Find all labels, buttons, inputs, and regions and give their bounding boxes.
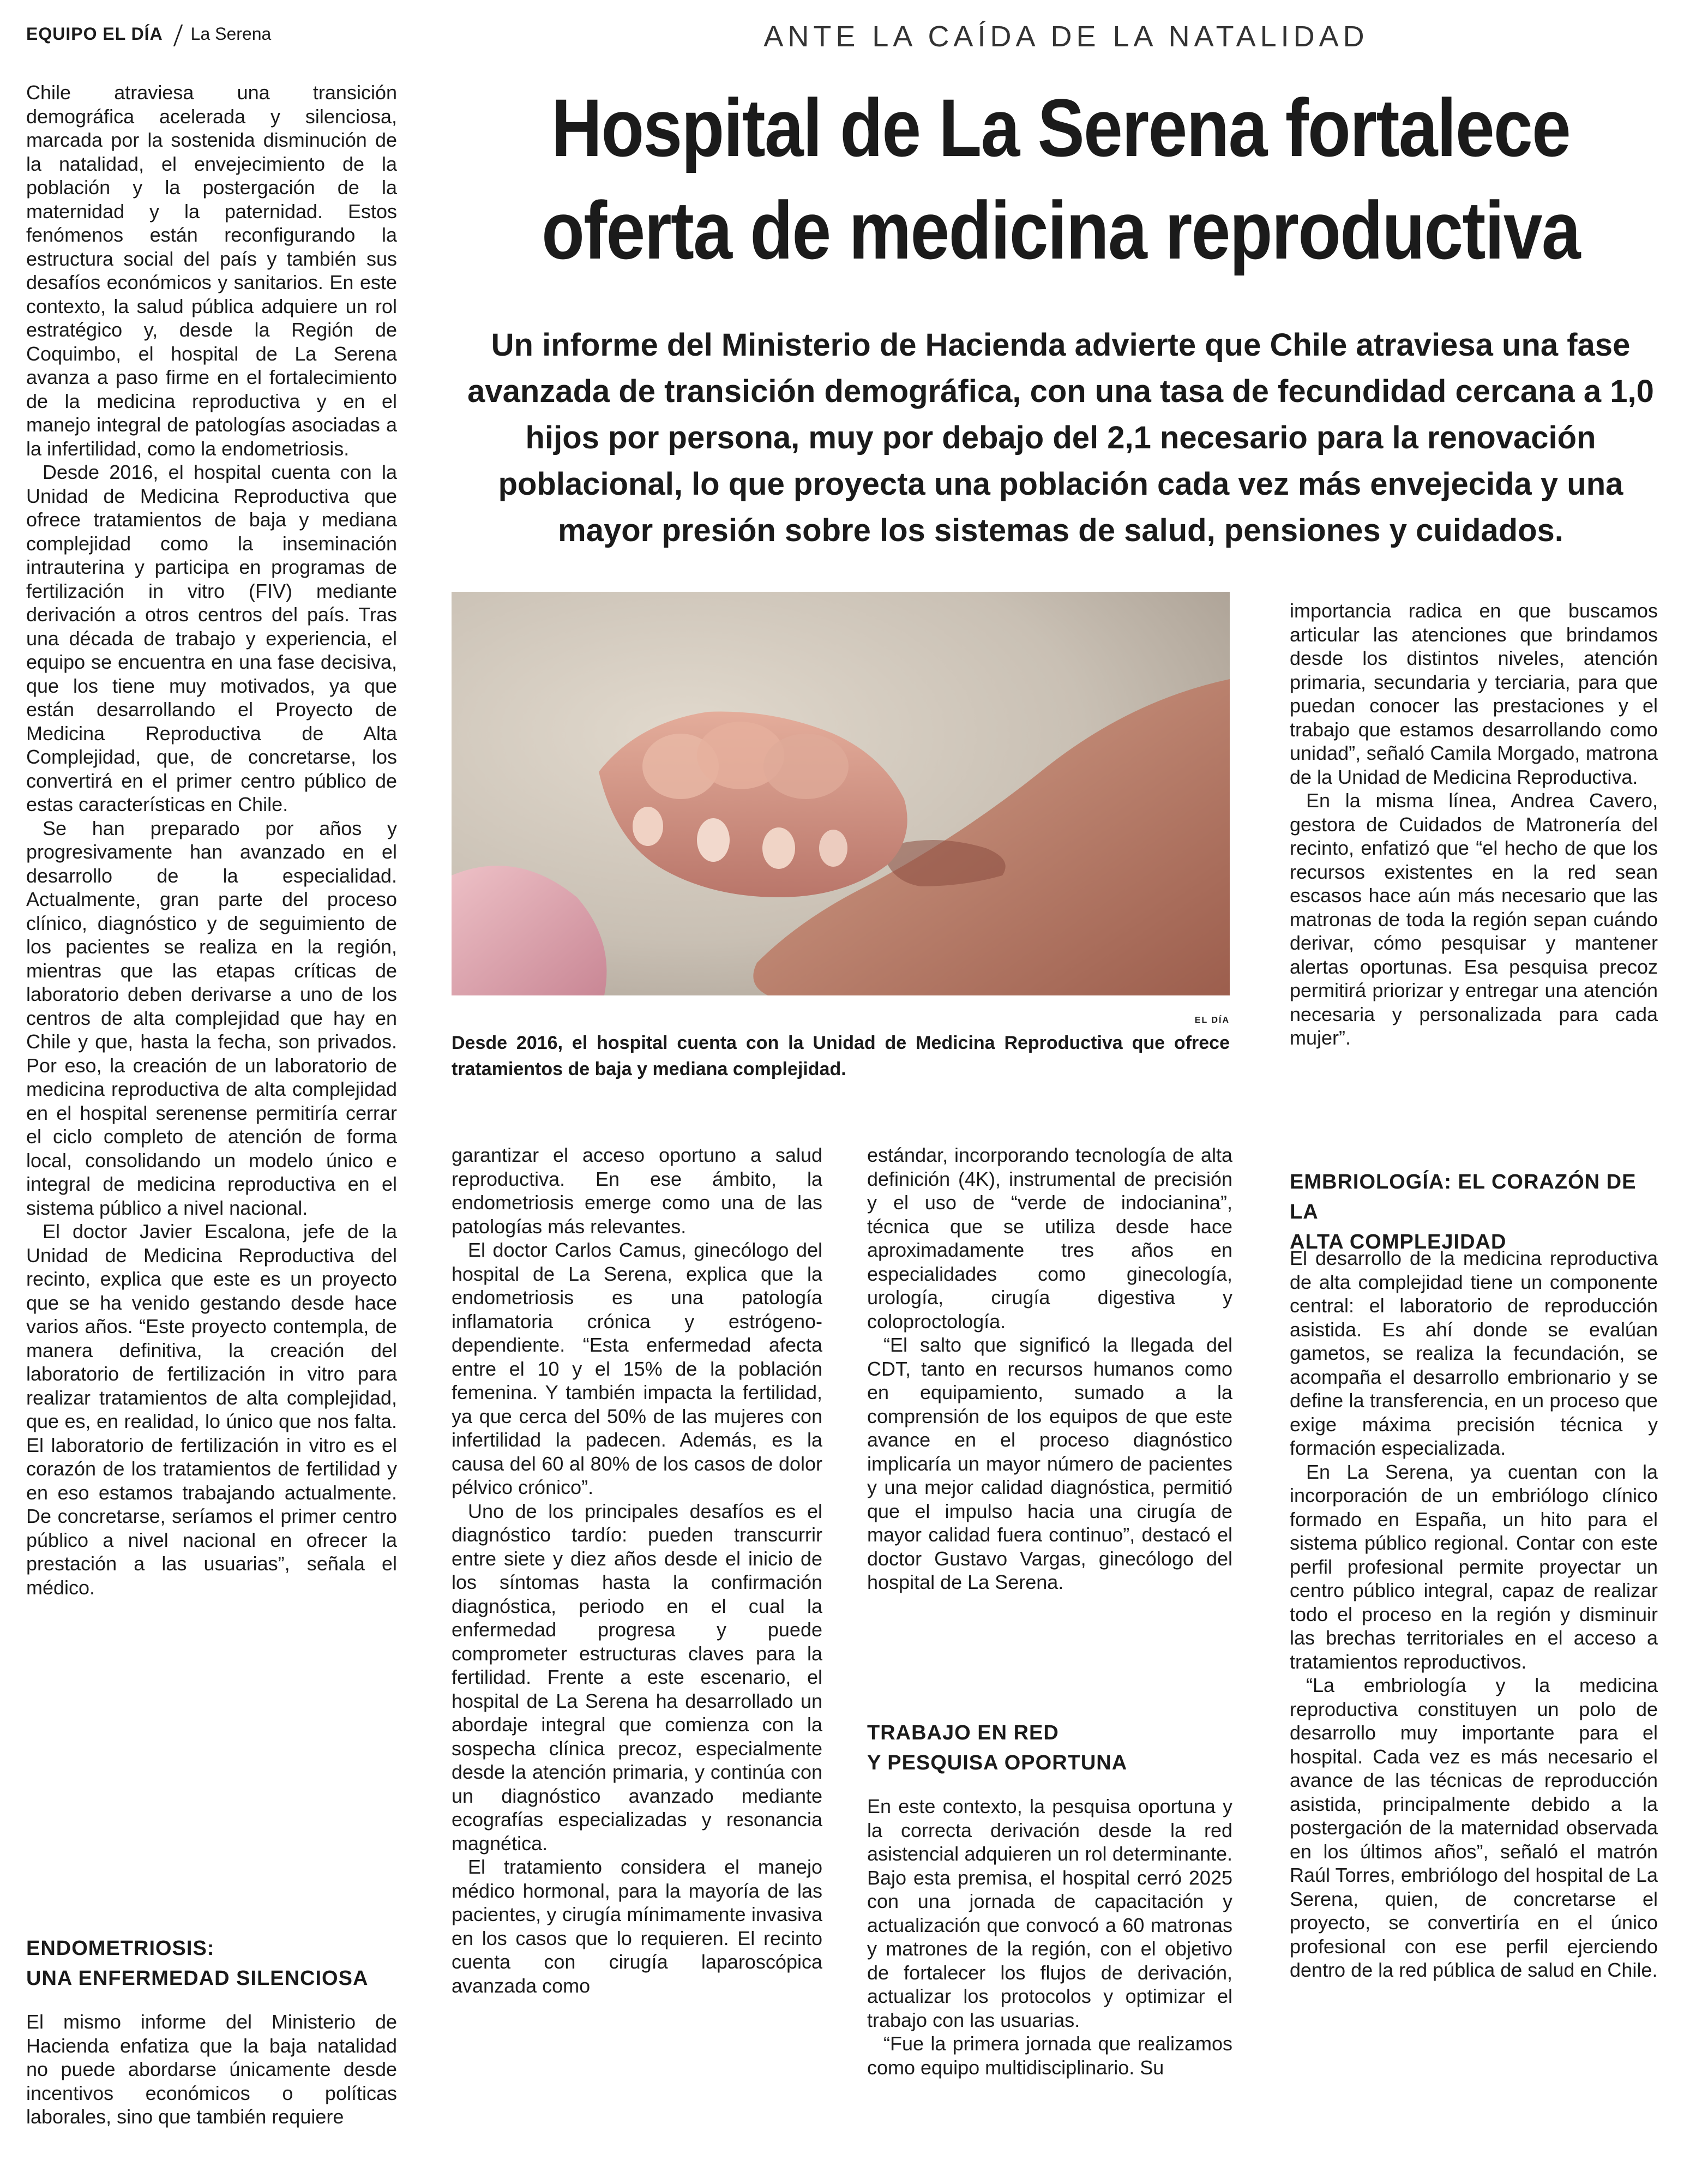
column-1 [26,81,397,1599]
subhead-line: UNA ENFERMEDAD SILENCIOSA [26,1967,369,1990]
paragraph: El desarrollo de la medicina reproductiva de alta complejidad tiene un componente central: el laboratorio de reproducción asistida. Es ahí donde se evalúan gametos, se realiza la fecundación, se acompaña el desarrollo embrionario y se define la transferencia, en un proceso que exige máxima precisión técnica y formación especializada. [1290,1247,1658,1459]
baby-hand-photo [452,592,1230,995]
paragraph: “Fue la primera jornada que realizamos como equipo multidisciplinario. Su [867,2032,1232,2079]
column-4-continued [1290,1246,1658,1982]
byline [26,24,271,46]
column-3-continued [867,1795,1232,2079]
subhead-embriologia [1290,1167,1658,1257]
paragraph: En este contexto, la pesquisa oportuna y la correcta derivación desde la red asistencial adquieren un rol determinante. Bajo esta premisa, el hospital cerró 2025 con una jornada de capacitación y actualización que convocó a 60 matronas y matrones de la región, con el objetivo de fortalecer los flujos de derivación, actualizar los protocolos y optimizar el trabajo con las usuarias. [867,1795,1232,2031]
byline-section: EQUIPO EL DÍA [26,24,163,44]
photo-credit: EL DÍA [1194,1016,1230,1025]
subhead-line: Y PESQUISA OPORTUNA [867,1751,1128,1774]
paragraph: “El salto que significó la llegada del CDT, tanto en recursos humanos como en equipamiento, sumado a la comprensión de los equipos de que este avance en el proceso diagnóstico implicaría un mayor número de pacientes y una mejor calidad diagnóstica, permitió que el impulso hacia una cirugía de mayor calidad fuera continuo”, destacó el doctor Gustavo Vargas, ginecólogo del hospital de La Serena. [867,1334,1232,1593]
subhead-line: EMBRIOLOGÍA: EL CORAZÓN DE LA [1290,1171,1637,1223]
paragraph: Se han preparado por años y progresivamente han avanzado en el desarrollo de la especialidad. Actualmente, gran parte del proceso clínico, diagnóstico y de seguimiento de los pacientes se realiza en la región, mientras que las etapas críticas de laboratorio deben derivarse a uno de los centros de alta complejidad que hay en Chile y que, hasta la fecha, son privados. Por eso, la creación de un laboratorio de medicina reproductiva de alta complejidad en el hospital serenense permitiría cerrar el ciclo completo de atención de forma local, consolidando un modelo único e integral de medicina reproductiva en el sistema público a nivel nacional. [26,817,397,1219]
subhead-line: ALTA COMPLEJIDAD [1290,1231,1507,1253]
byline-location: La Serena [190,24,272,44]
lead-paragraph: Un informe del Ministerio de Hacienda advierte que Chile atraviesa una fase avanzada de transición demográfica, con una tasa de fecundidad cercana a 1,0 hijos por persona, muy por debajo del 2,1 necesario para la renovación poblacional, lo que proyecta una población cada vez más envejecida y una mayor presión sobre los sistemas de salud, pensiones y cuidados. [467,327,1654,548]
paragraph: Uno de los principales desafíos es el diagnóstico tardío: pueden transcurrir entre siete y diez años desde el inicio de los síntomas hasta la confirmación diagnóstica, periodo en el cual la enfermedad progresa y puede comprometer estructuras claves para la fertilidad. Frente a este escenario, el hospital de La Serena ha desarrollado un abordaje integral que comienza con la sospecha clínica precoz, especialmente desde la atención primaria, y continúa con un diagnóstico avanzado mediante ecografías especializadas y resonancia magnética. [452,1499,822,1855]
paragraph: En la misma línea, Andrea Cavero, gestora de Cuidados de Matronería del recinto, enfatizó que “el hecho de que los recursos existentes en la red sean escasos hace aún más necesario que las matronas de toda la región sepan cuándo derivar, cómo pesquisar y mantener alertas oportunas. Esa pesquisa precoz permitirá priorizar y entregar una atención necesaria y personalizada para cada mujer”. [1290,789,1658,1049]
subhead-trabajo-en-red [867,1718,1232,1778]
paragraph: Chile atraviesa una transición demográfica acelerada y silenciosa, marcada por la sostenida disminución de la natalidad, el envejecimiento de la población y la postergación de la maternidad y la paternidad. Estos fenómenos están reconfigurando la estructura social del país y también sus desafíos económicos y sanitarios. En este contexto, la salud pública adquiere un rol estratégico y, desde la Región de Coquimbo, el hospital de La Serena avanza a paso firme en el fortalecimiento de la medicina reproductiva y en el manejo integral de patologías asociadas a la infertilidad, como la endometriosis. [26,81,397,460]
byline-divider [173,25,183,46]
paragraph: El mismo informe del Ministerio de Hacienda enfatiza que la baja natalidad no puede abordarse únicamente desde incentivos económicos o políticas laborales, sino que también requiere [26,2011,397,2128]
paragraph: El doctor Javier Escalona, jefe de la Unidad de Medicina Reproductiva del recinto, explica que este es un proyecto que se ha venido gestando desde hace varios años. “Este proyecto contempla, de manera definitiva, la creación del laboratorio de fertilización in vitro para realizar tratamientos de alta complejidad, que es, en realidad, lo único que nos falta. El laboratorio de fertilización in vitro es el corazón de los tratamientos de fertilidad y en eso estamos trabajando actualmente. De concretarse, seríamos el primer centro público a nivel nacional en ofrecer la prestación a las usuarias”, señala el médico. [26,1220,397,1599]
column-2 [452,1143,822,1997]
paragraph: importancia radica en que buscamos articular las atenciones que brindamos desde los distintos niveles, atención primaria, secundaria y terciaria, para que puedan conocer las prestaciones y el trabajo que estamos desarrollando como unidad”, señaló Camila Morgado, matrona de la Unidad de Medicina Reproductiva. [1290,599,1658,788]
column-1-continued [26,2010,397,2129]
paragraph: Desde 2016, el hospital cuenta con la Unidad de Medicina Reproductiva que ofrece tratamientos de baja y mediana complejidad como la inseminación intrauterina y participa en programas de fertilización in vitro (FIV) mediante derivación a otros centros del país. Tras una década de trabajo y experiencia, el equipo se encuentra en una fase decisiva, que los tiene muy motivados, ya que están desarrollando el Proyecto de Medicina Reproductiva de Alta Complejidad, que, de concretarse, los convertirá en el primer centro público de estas características en Chile. [26,461,397,815]
photo-caption: Desde 2016, el hospital cuenta con la Unidad de Medicina Reproductiva que ofrece tratamientos de baja y mediana complejidad. [452,1033,1230,1079]
column-3 [867,1143,1232,1594]
article-photo [452,592,1230,995]
paragraph: garantizar el acceso oportuno a salud reproductiva. En ese ámbito, la endometriosis emerge como una de las patologías más relevantes. [452,1144,822,1238]
paragraph: En La Serena, ya cuentan con la incorporación de un embriólogo clínico formado en España, un hito para el sistema público regional. Contar con este perfil profesional permite proyectar un centro público integral, capaz de realizar todo el proceso en la región y disminuir las brechas territoriales en el acceso a tratamientos reproductivos. [1290,1460,1658,1673]
headline: Hospital de La Serena fortalece oferta de medicina reproductiva [542,82,1580,276]
paragraph: estándar, incorporando tecnología de alta definición (4K), instrumental de precisión y el uso de “verde de indocianina”, técnica que se utiliza desde hace aproximadamente tres años en especialidades como ginecología, urología, cirugía digestiva y coloproctología. [867,1144,1232,1333]
paragraph: “La embriología y la medicina reproductiva constituyen un polo de desarrollo muy importante para el hospital. Cada vez es más necesario el avance de las técnicas de reproducción asistida, principalmente debido a la postergación de la maternidad observada en los últimos años”, señaló el matrón Raúl Torres, embriólogo del hospital de La Serena, quien, de concretarse el proyecto, se convertiría en el único profesional con ese perfil ejerciendo dentro de la red pública de salud en Chile. [1290,1674,1658,1981]
column-4 [1290,599,1658,1050]
subhead-line: ENDOMETRIOSIS: [26,1937,215,1960]
kicker: ANTE LA CAÍDA DE LA NATALIDAD [763,20,1369,53]
subhead-endometriosis [26,1934,397,1994]
paragraph: El tratamiento considera el manejo médico hormonal, para la mayoría de las pacientes, y cirugía mínimamente invasiva en los casos que lo requieren. El recinto cuenta con cirugía laparoscópica avanzada como [452,1856,822,1997]
subhead-line: TRABAJO EN RED [867,1721,1059,1744]
paragraph: El doctor Carlos Camus, ginecólogo del hospital de La Serena, explica que la endometriosis es una patología inflamatoria crónica y estrógeno-dependiente. “Esta enfermedad afecta entre el 10 y el 15% de la población femenina. Y también impacta la fertilidad, ya que cerca del 50% de las mujeres con infertilidad la padecen. Además, es la causa del 60 al 80% de los casos de dolor pélvico crónico”. [452,1239,822,1498]
